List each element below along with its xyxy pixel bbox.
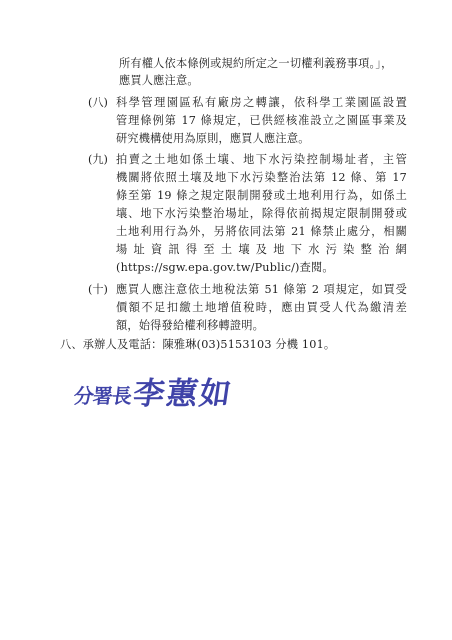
paragraph-7-line-1: 所有權人依本條例或規約所定之一切權利義務事項。」， xyxy=(119,57,393,70)
signature-stamp xyxy=(74,366,274,416)
item-9-line-2: 機關將依照土壤及地下水污染整治法第 12 條、第 17 xyxy=(116,171,407,184)
item-9-marker: (九) xyxy=(88,153,108,166)
item-10-marker: (十) xyxy=(88,283,108,296)
item-9-line-5: 土地利用行為外，另將依同法第 21 條禁止處分，相關 xyxy=(116,225,407,238)
signature-name: 李蕙如 xyxy=(130,376,236,412)
item-10-line-1: 應買人應注意依土地稅法第 51 條第 2 項規定，如買受 xyxy=(116,283,407,296)
item-8-line-2: 管理條例第 17 條規定，已供經核准設立之園區事業及 xyxy=(116,114,407,127)
item-10-line-3: 額，始得發給權利移轉證明。 xyxy=(116,319,265,332)
paragraph-7-line-2: 應買人應注意。 xyxy=(119,74,199,87)
item-10-line-2: 價額不足扣繳土地增值稅時，應由買受人代為繳清差 xyxy=(116,301,407,314)
item-9-line-6: 場址資訊得至土壤及地下水污染整治網 xyxy=(116,243,407,256)
item-9-line-7: (https://sgw.epa.gov.tw/Public/)查閱。 xyxy=(116,261,334,274)
item-8-marker: (八) xyxy=(88,96,108,109)
signature-title: 分署長 xyxy=(72,384,133,408)
item-9-line-4: 壤、地下水污染整治場址，除得依前揭規定限制開發或 xyxy=(116,207,407,220)
item-8-line-1: 科學管理園區私有廠房之轉讓，依科學工業園區設置 xyxy=(116,96,407,109)
contact-line: 八、承辦人及電話：陳雅琳(03)5153103 分機 101。 xyxy=(60,338,336,351)
item-9-line-1: 拍賣之土地如係土壤、地下水污染控制場址者，主管 xyxy=(116,153,407,166)
item-8-line-3: 研究機構使用為原則，應買人應注意。 xyxy=(116,132,310,145)
item-9-line-3: 條至第 19 條之規定限制開發或土地利用行為，如係土 xyxy=(116,189,407,202)
